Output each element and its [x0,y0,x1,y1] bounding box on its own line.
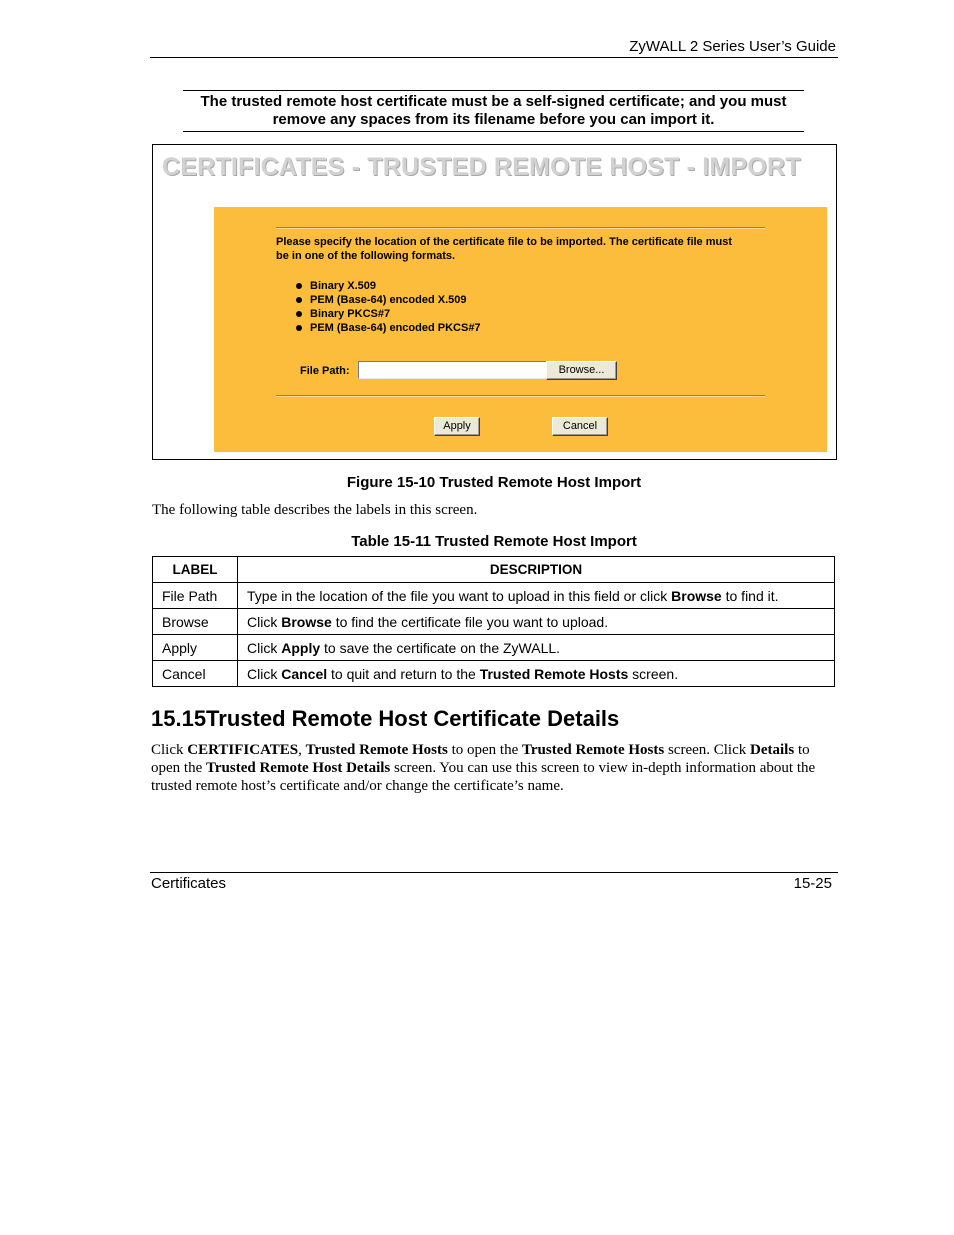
figure-caption: Figure 15-10 Trusted Remote Host Import [346,474,642,491]
row-description: Click Browse to find the certificate file you want to upload. [238,609,835,635]
format-label: Binary X.509 [310,280,377,292]
figure-screenshot [152,144,837,460]
table-row [153,609,835,635]
header-title: ZyWALL 2 Series User’s Guide [629,38,836,55]
note-line-2: remove any spaces from its filename before you can import it. [272,111,715,128]
instructions-line-1: Please specify the location of the certificate file to be imported. The certificate file must [276,236,733,248]
list-item [294,279,481,293]
row-description: Click Cancel to quit and return to the Trusted Remote Hosts screen. [238,661,835,687]
bullet-icon [296,283,302,289]
panel-top-divider [276,227,765,228]
header-divider [150,57,838,58]
row-description: Type in the location of the file you want to upload in this field or click Browse to find it. [238,583,835,609]
list-item [294,307,481,321]
row-description: Click Apply to save the certificate on the ZyWALL. [238,635,835,661]
row-label: File Path [153,583,238,609]
header-description: DESCRIPTION [238,557,835,583]
section-heading: 15.15Trusted Remote Host Certificate Details [151,706,620,731]
bullet-icon [296,311,302,317]
apply-button[interactable]: Apply [434,417,480,436]
note-line-1: The trusted remote host certificate must be a self-signed certificate; and you must [200,93,787,110]
list-item [294,321,481,335]
header-label: LABEL [153,557,238,583]
row-label: Cancel [153,661,238,687]
footer-chapter: Certificates [151,875,227,892]
format-label: PEM (Base-64) encoded X.509 [310,294,467,306]
bullet-icon [296,297,302,303]
table-row [153,635,835,661]
footer-page-number: 15-25 [793,875,832,892]
instructions-line-2: be in one of the following formats. [276,250,456,262]
row-label: Apply [153,635,238,661]
browse-button[interactable]: Browse... [546,361,617,380]
panel-bottom-divider [276,395,765,396]
format-label: Binary PKCS#7 [310,308,391,320]
table-row [153,583,835,609]
note-box [183,90,804,132]
table-row [153,661,835,687]
screen-title: CERTIFICATES - TRUSTED REMOTE HOST - IMPORT [162,153,801,181]
row-label: Browse [153,609,238,635]
table-caption: Table 15-11 Trusted Remote Host Import [351,533,637,550]
bullet-icon [296,325,302,331]
file-path-input[interactable] [358,361,547,379]
format-list [294,279,481,335]
file-path-label: File Path: [300,365,350,377]
table-header-row [153,557,835,583]
table-intro-text: The following table describes the labels in this screen. [152,502,478,518]
labels-table [152,556,835,687]
import-instructions [276,235,776,263]
format-label: PEM (Base-64) encoded PKCS#7 [310,322,481,334]
section-paragraph: Click CERTIFICATES, Trusted Remote Hosts to open the Trusted Remote Hosts screen. Click Details to open the Trusted Remote Host Details screen. You can use this screen to view in-depth information about the trusted remote host’s certificate and/or change the certificate’s name. [151,742,816,794]
footer-divider [150,872,838,873]
import-panel [214,207,827,452]
cancel-button[interactable]: Cancel [552,417,608,436]
list-item [294,293,481,307]
